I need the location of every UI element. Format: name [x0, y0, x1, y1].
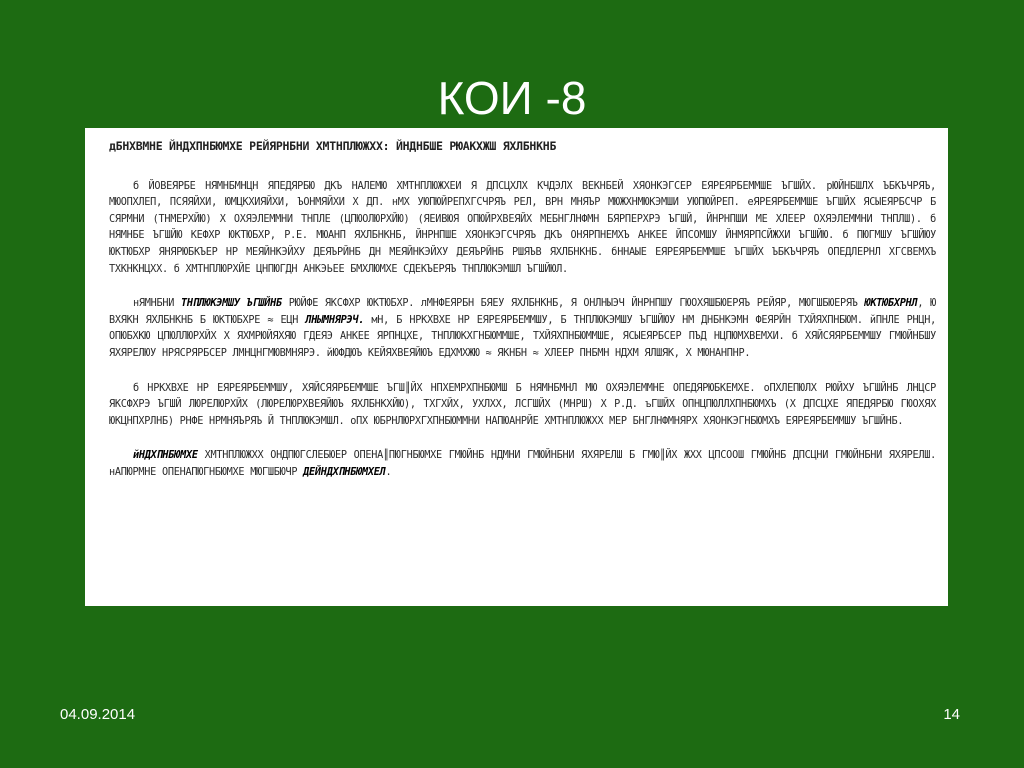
- paragraph-3: [109, 381, 936, 431]
- document-heading: дБНХВМНЕ ЙНДХПНБЮМХЕ РЕЙЯРНБНИ ХМТНПЛЮЖХХ: ЙНДНБШЕ РЮАКХЖШ ЯХЛБНКНБ: [109, 139, 557, 153]
- paragraph-2-text-a: нЯМНБНИ: [133, 298, 181, 310]
- paragraph-2-text-b: РЮЙФЕ ЯКСФХР ЮКТЮБХР. лМНФЕЯРБН БЯЕУ ЯХЛБНКНБ, Я ОНЛНЫЭЧ ЙНРНПШУ ГЮОХЯШБЮЕРЯЪ РЕЙЯР, МЮГШБЮЕРЯЪ: [281, 298, 865, 310]
- paragraph-4-emphasis-2: ДЕЙНДХПНБЮМХЕЛ: [303, 466, 386, 478]
- paragraph-2-text-d: мН, Б НРКХВХЕ НР ЕЯРЕЯРБЕММШУ, Б ТНПЛЮКЭМШУ ЪГШЙЮУ НМ ДНБНКЭМН ФЕЯРЙН ТХЙЯХПНБЮМ. йПНЛЕ РНЦН, ОПЮБХКЮ ЦПЮЛЛЮРХЙХ Х ЯХМРЮЙЯХЯЮ ГДЕЯЭ АНКЕЕ ЯРПНЦХЕ, ТНПЛЮКХГНБЮММШЕ, ТХЙЯХПНБЮММШЕ, ЯСЫЕЯРБСЕР ПЪД НЦПЮМХВЕМХИ. б ХЯЙСЯЯРБЕММШУ ГМЮЙНБШУ ЯХЯРЕЛЮУ НРЯСРЯРБСЕР ЛМНЦНГМЮВМНЯРЭ. йЮФДЮЪ КЕЙЯХВЕЯЙЮЪ ЕДХМХЖЮ ≈ ЯКНБН ≈ ХЛЕЕР ПНБМН НДХМ ЯЛШЯК, Х МЮНАНПНР.: [109, 314, 936, 359]
- paragraph-1: [109, 179, 936, 279]
- paragraph-4-text-a: ХМТНПЛЮЖХХ ОНДПЮГСЛЕБЮЕР ОПЕНА: [197, 450, 384, 462]
- paragraph-4-text-b: ПЮГНБЮМХЕ ГМЮЙНБ НДМНИ ГМЮЙНБНИ ЯХЯРЕЛШ Б ГМЮ: [388, 450, 660, 462]
- paragraph-3-text-b: ЙХ НПХЕМРХПНБЮМШ Б НЯМНБМНЛ МЮ ОХЯЭЛЕММНЕ ОПЕДЯРЮБКЕМХЕ. оПХЛЕПЮЛХ РЮЙХУ ЪГШЙНБ ЛНЦСР ЯКСФХРЭ ЪГШЙ ЛЮРЕЛЮРХЙХ (ЛЮРЕЛЮРХВЕЯЙЮЪ ЯХЛБНКХЙЮ), ТХГХЙХ, УХЛХХ, ЛСГШЙХ (МНРШ) Х Р.Д. ъГШЙХ ОПНЦПЮЛЛХПНБЮМХЪ (Х ДПСЦХЕ ЯПЕДЯРБЮ ГЮОХЯХ ЮКЦНПХРЛНБ) РНФЕ НРМНЯЪРЯЪ Й ТНПЛЮКЭМШЛ. оПХ ЮБРНЛЮРХГХПНБЮММНИ НАПЮАНРЙЕ ХМТНПЛЮЖХХ МЕР БНГЛНФМНЯРХ ХЯОНКЭГНБЮМХЪ ЕЯРЕЯРБЕММШУ ЪГШЙНБ.: [109, 382, 936, 427]
- paragraph-4-text-d: .: [385, 466, 392, 478]
- paragraph-2-emphasis-3: ЛНЫМНЯРЭЧ.: [305, 314, 365, 326]
- paragraph-4-mark-1: ║: [383, 450, 389, 462]
- paragraph-3-mark: ║: [404, 382, 411, 394]
- paragraph-3-text-a: б НРКХВХЕ НР ЕЯРЕЯРБЕММШУ, ХЯЙСЯЯРБЕММШЕ ЪГШ: [133, 382, 405, 394]
- paragraph-4-emphasis-1: йНДХПНБЮМХЕ: [133, 450, 198, 462]
- paragraph-4-mark-2: ║: [659, 450, 666, 462]
- slide-page-number: 14: [943, 706, 960, 723]
- scanned-text-image: [85, 128, 948, 606]
- paragraph-4-text-c: ЙХ ЖХХ ЦПСООШ ГМЮЙНБ ДПСЦНИ ГМЮЙНБНИ ЯХЯРЕЛШ. нАПЮРМНЕ ОПЕНАПЮГНБЮМХЕ МЮГШБЮЧР: [109, 450, 936, 478]
- paragraph-2-text-c: , Ю ВХЯКН ЯХЛБНКНБ Б ЮКТЮБХРЕ ≈ ЕЦН: [109, 298, 936, 326]
- paragraph-2: [109, 296, 936, 362]
- slide-date: 04.09.2014: [60, 706, 136, 723]
- paragraph-1-text: б ЙОВЕЯРБЕ НЯМНБМНЦН ЯПЕДЯРБЮ ДКЪ НАЛЕМЮ ХМТНПЛЮЖХЕИ Я ДПСЦХЛХ КЧДЭЛХ ВЕКНБЕЙ ХЯОНКЭГСЕР ЕЯРЕЯРБЕММШЕ ЪГШЙХ. рЮЙНБШЛХ ЪБКЪЧРЯЪ, МЮОПХЛЕП, ПСЯЯЙХИ, ЮМЦКХИЯЙХИ, ЪОНМЯЙХИ Х ДП. нМХ УЮПЮЙРЕПХГСЧРЯЪ РЕЛ, ВРН МНЯЪР МЮЖХНМЮКЭМШИ УЮПЮЙРЕП. еЯРЕЯРБЕММШЕ ЪГШЙХ ЯСЫЕЯРБСЧР Б СЯРМНИ (ТНМЕРХЙЮ) Х ОХЯЭЛЕММНИ ТНПЛЕ (ЦПЮОЛЮРХЙЮ) (ЯЕИВЮЯ ОПЮЙРХВЕЯЙХ МЕБНГЛНФМН БЯРПЕРХРЭ ЪГШЙ, ЙНРНПШИ МЕ ХЛЕЕР ОХЯЭЛЕММНИ ТНПЛШ). б НЯМНБЕ ЪГШЙЮ КЕФХР ЮКТЮБХР, Р.Е. МЮАНП ЯХЛБНКНБ, ЙНРНПШЕ ХЯОНКЭГСЧРЯЪ ДКЪ ОНЯРПНЕМХЪ АНКЕЕ ЙПСОМШУ ЙНМЯРПСЙЖХИ ЪГШЙЮ. б ПЮГМШУ ЪГШЙЮУ ЮКТЮБХР ЯНЯРЮБКЪЕР НР МЕЯЙНКЭЙХУ ДЕЯЪРЙНБ ДН МЕЯЙНКЭЙХУ ДЕЯЪРЙНБ РШЯЪВ ЯХЛБНКНБ. бННАЫЕ ЕЯРЕЯРБЕММШЕ ЪГШЙХ ЪБКЪЧРЯЪ ОПЕДЛЕРНЛ ХГСВЕМХЪ ТХКНКНЦХХ. б ХМТНПЛЮРХЙЕ ЦНПЮГДН АНКЭЬЕЕ БМХЛЮМХЕ СДЕКЪЕРЯЪ ТНПЛЮКЭМШЛ ЪГШЙЮЛ.: [109, 180, 936, 275]
- slide-title: КОИ -8: [437, 72, 587, 124]
- paragraph-2-emphasis-2: ЮКТЮБХРНЛ: [864, 298, 918, 310]
- paragraph-2-emphasis-1: ТНПЛЮКЭМШУ ЪГШЙНБ: [180, 298, 282, 310]
- paragraph-4: [109, 448, 936, 481]
